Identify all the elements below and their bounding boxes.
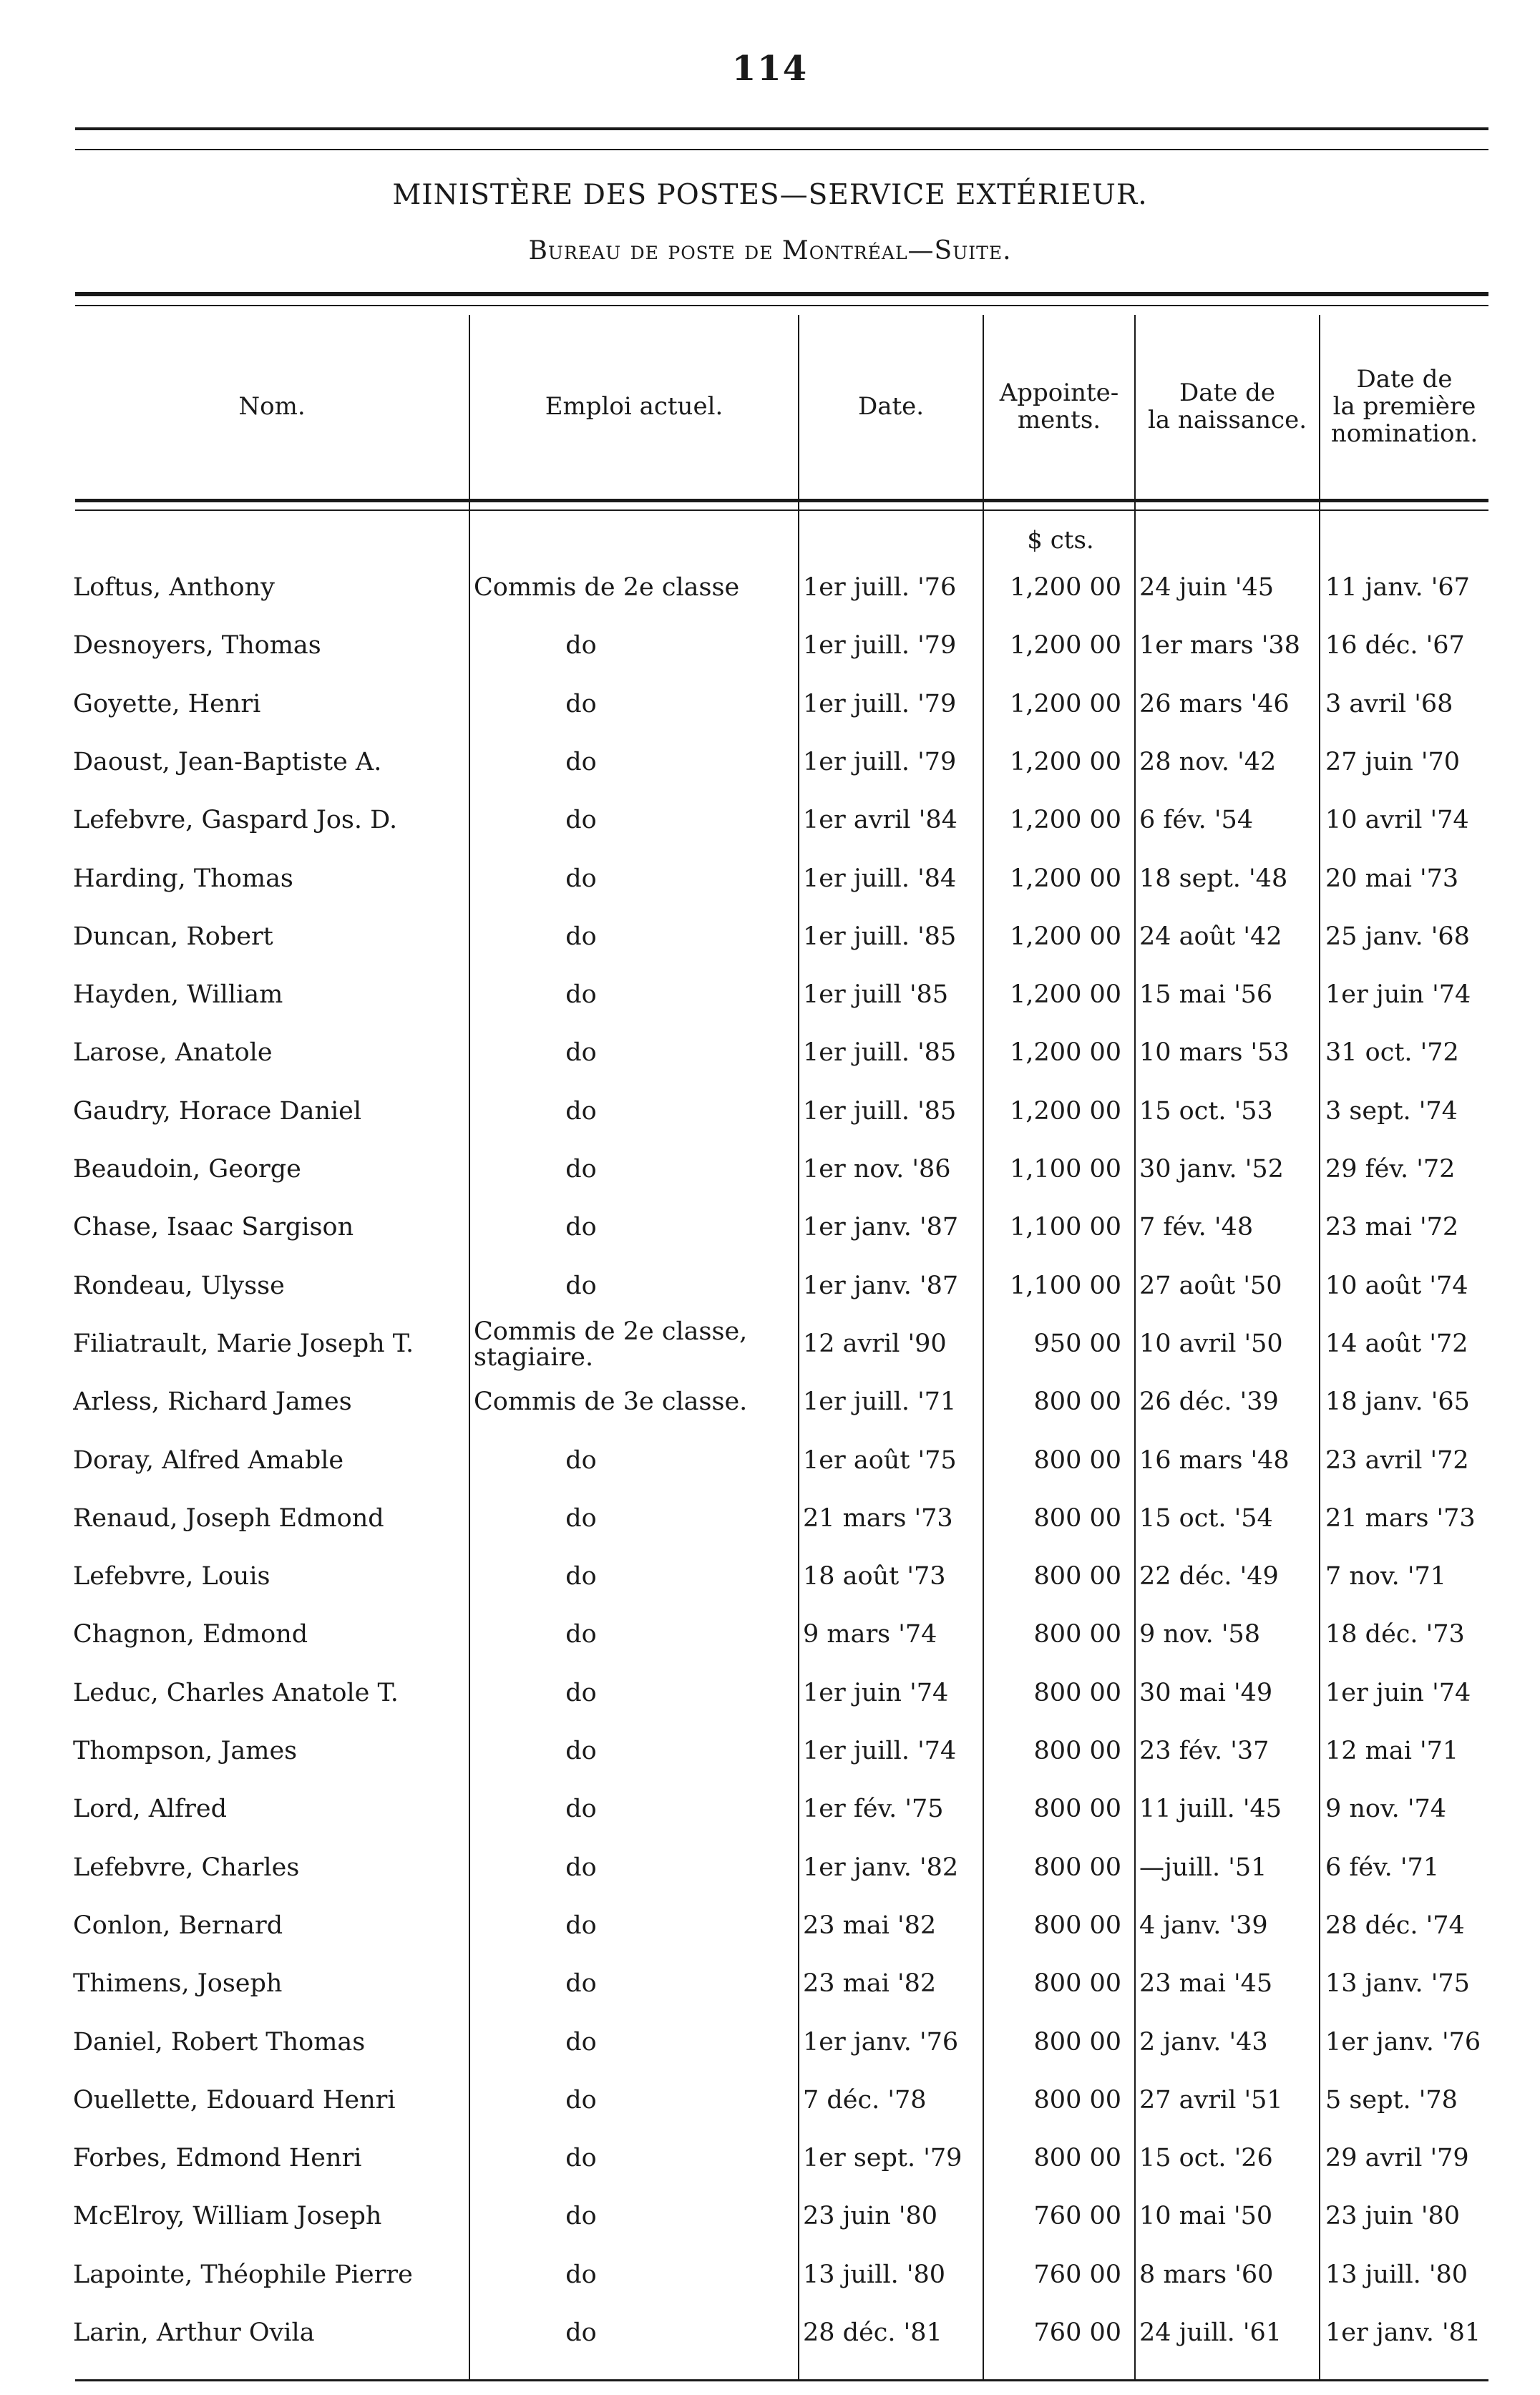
cell-appointements: 800 00: [1033, 1853, 1121, 1882]
cell-nom: Ouellette, Edouard Henri: [73, 2085, 396, 2114]
cell-naissance: 15 oct. '54: [1139, 1503, 1273, 1533]
cell-nom: Harding, Thomas: [73, 864, 293, 893]
cell-nom: Lefebvre, Gaspard Jos. D.: [73, 806, 398, 835]
table-row: [0, 558, 1540, 617]
page-subtitle: Bureau de poste de Montréal—Suite.: [528, 236, 1012, 265]
cell-date: 1er janv. '87: [803, 1271, 959, 1300]
table-row: [0, 2187, 1540, 2245]
top-rule-thick: [75, 127, 1488, 130]
top-rule-thin: [75, 149, 1488, 150]
cell-appointements: 1,200 00: [1010, 806, 1121, 835]
cell-appointements: 1,100 00: [1010, 1213, 1121, 1242]
cell-date: 23 mai '82: [803, 1911, 937, 1940]
cell-naissance: 27 août '50: [1139, 1271, 1282, 1300]
cell-date: 1er juill. '74: [803, 1737, 957, 1765]
cell-premiere-nomination: 1er juin '74: [1325, 1678, 1471, 1707]
cell-appointements: 1,200 00: [1010, 573, 1121, 602]
cell-appointements: 800 00: [1033, 1969, 1121, 1999]
cell-naissance: —juill. '51: [1139, 1853, 1267, 1882]
cell-appointements: 800 00: [1033, 1678, 1121, 1707]
table-row: [0, 2129, 1540, 2187]
currency-units: $ cts.: [1027, 526, 1094, 555]
cell-appointements: 800 00: [1033, 1387, 1121, 1417]
cell-premiere-nomination: 6 fév. '71: [1325, 1853, 1440, 1882]
cell-premiere-nomination: 1er janv. '76: [1325, 2027, 1481, 2057]
cell-nom: Thimens, Joseph: [73, 1969, 283, 1999]
cell-premiere-nomination: 7 nov. '71: [1325, 1562, 1447, 1591]
table-row: [0, 1547, 1540, 1606]
cell-premiere-nomination: 13 janv. '75: [1325, 1969, 1470, 1999]
cell-premiere-nomination: 16 déc. '67: [1325, 631, 1465, 660]
cell-nom: Desnoyers, Thomas: [73, 631, 321, 660]
header-appointements: [984, 315, 1134, 497]
header-naissance-line-2: la naissance.: [1147, 405, 1307, 434]
cell-naissance: 30 mai '49: [1139, 1678, 1273, 1707]
cell-emploi: do: [565, 1969, 597, 1999]
cell-date: 7 déc. '78: [803, 2085, 927, 2114]
page-number: 114: [731, 49, 809, 89]
header-premiere-line-1: Date de: [1356, 364, 1453, 394]
cell-premiere-nomination: 25 janv. '68: [1325, 922, 1470, 951]
cell-emploi: do: [565, 1620, 597, 1649]
cell-date: 1er juill. '85: [803, 1038, 957, 1068]
header-emploi-label: Emploi actuel.: [545, 391, 723, 421]
table-row: [0, 791, 1540, 849]
cell-emploi: do: [565, 1503, 597, 1533]
cell-appointements: 800 00: [1033, 2027, 1121, 2057]
cell-naissance: 23 mai '45: [1139, 1969, 1273, 1999]
cell-appointements: 1,100 00: [1010, 1155, 1121, 1184]
cell-emploi: do: [565, 1562, 597, 1591]
table-row: [0, 2245, 1540, 2304]
cell-nom: Thompson, James: [73, 1737, 298, 1765]
cell-emploi: do: [565, 1737, 597, 1765]
cell-naissance: 24 août '42: [1139, 922, 1282, 951]
cell-premiere-nomination: 29 avril '79: [1325, 2144, 1469, 2173]
table-top-rule-thick: [75, 292, 1488, 296]
cell-naissance: 11 juill. '45: [1139, 1795, 1282, 1824]
cell-date: 1er janv. '87: [803, 1213, 959, 1242]
cell-naissance: 10 mai '50: [1139, 2202, 1273, 2231]
cell-emploi: Commis de 2e classe, stagiaire.: [474, 1317, 748, 1372]
cell-emploi: do: [565, 1795, 597, 1824]
header-naissance: [1136, 315, 1319, 497]
table-row: [0, 1664, 1540, 1722]
cell-appointements: 800 00: [1033, 1911, 1121, 1940]
cell-nom: Chagnon, Edmond: [73, 1620, 308, 1649]
header-bottom-rule-thin: [75, 509, 1488, 511]
cell-emploi: do: [565, 1271, 597, 1300]
cell-nom: Lefebvre, Charles: [73, 1853, 300, 1882]
cell-premiere-nomination: 18 janv. '65: [1325, 1387, 1470, 1417]
cell-naissance: 9 nov. '58: [1139, 1620, 1261, 1649]
cell-appointements: 800 00: [1033, 2085, 1121, 2114]
header-naissance-line-1: Date de: [1179, 378, 1275, 407]
cell-premiere-nomination: 5 sept. '78: [1325, 2085, 1458, 2114]
cell-appointements: 800 00: [1033, 1445, 1121, 1475]
table-row: [0, 849, 1540, 908]
cell-naissance: 10 mars '53: [1139, 1038, 1290, 1068]
table-row: [0, 1431, 1540, 1490]
page-title: MINISTÈRE DES POSTES—SERVICE EXTÉRIEUR.: [392, 179, 1148, 211]
cell-date: 1er juin '74: [803, 1678, 949, 1707]
table-row: [0, 2303, 1540, 2362]
cell-date: 1er avril '84: [803, 806, 957, 835]
header-premiere-label: [1320, 366, 1488, 447]
header-naissance-label: [1136, 379, 1319, 434]
cell-date: 21 mars '73: [803, 1503, 953, 1533]
cell-date: 1er juill. '84: [803, 864, 957, 893]
cell-emploi: do: [565, 631, 597, 660]
header-bottom-rule-thick: [75, 499, 1488, 502]
cell-date: 9 mars '74: [803, 1620, 937, 1649]
table-row: [0, 1954, 1540, 2013]
cell-emploi: do: [565, 747, 597, 776]
cell-appointements: 800 00: [1033, 1503, 1121, 1533]
cell-date: 1er janv. '76: [803, 2027, 959, 2057]
cell-nom: Duncan, Robert: [73, 922, 273, 951]
cell-emploi: do: [565, 1155, 597, 1184]
cell-date: 1er janv. '82: [803, 1853, 959, 1882]
cell-nom: Forbes, Edmond Henri: [73, 2144, 362, 2173]
cell-date: 23 mai '82: [803, 1969, 937, 1999]
cell-premiere-nomination: 23 juin '80: [1325, 2202, 1461, 2231]
cell-nom: Conlon, Bernard: [73, 1911, 283, 1940]
cell-nom: Hayden, William: [73, 980, 283, 1010]
table-row: [0, 1780, 1540, 1838]
table-row: [0, 1140, 1540, 1199]
cell-date: 1er juill. '71: [803, 1387, 957, 1417]
cell-naissance: 22 déc. '49: [1139, 1562, 1279, 1591]
cell-naissance: 4 janv. '39: [1139, 1911, 1268, 1940]
cell-emploi: do: [565, 1096, 597, 1126]
cell-premiere-nomination: 10 avril '74: [1325, 806, 1469, 835]
cell-date: 1er fév. '75: [803, 1795, 944, 1824]
table-top-rule-thin: [75, 305, 1488, 306]
cell-nom: Loftus, Anthony: [73, 573, 275, 602]
cell-nom: Renaud, Joseph Edmond: [73, 1503, 384, 1533]
cell-nom: Beaudoin, George: [73, 1155, 301, 1184]
cell-emploi: do: [565, 2202, 597, 2231]
cell-nom: Filiatrault, Marie Joseph T.: [73, 1329, 414, 1358]
cell-date: 1er juill '85: [803, 980, 949, 1010]
cell-date: 18 août '73: [803, 1562, 946, 1591]
header-premiere: [1320, 315, 1488, 497]
header-appointements-label: [984, 379, 1134, 434]
cell-premiere-nomination: 3 sept. '74: [1325, 1096, 1458, 1126]
cell-premiere-nomination: 18 déc. '73: [1325, 1620, 1465, 1649]
cell-nom: Larose, Anatole: [73, 1038, 273, 1068]
table-row: [0, 1372, 1540, 1431]
cell-emploi: do: [565, 1445, 597, 1475]
cell-appointements: 950 00: [1033, 1329, 1121, 1358]
cell-appointements: 760 00: [1033, 2318, 1121, 2347]
cell-premiere-nomination: 3 avril '68: [1325, 689, 1453, 718]
cell-naissance: 15 oct. '53: [1139, 1096, 1273, 1126]
cell-naissance: 23 fév. '37: [1139, 1737, 1269, 1765]
cell-nom: Rondeau, Ulysse: [73, 1271, 285, 1300]
cell-naissance: 27 avril '51: [1139, 2085, 1283, 2114]
cell-naissance: 24 juill. '61: [1139, 2318, 1282, 2347]
cell-naissance: 2 janv. '43: [1139, 2027, 1268, 2057]
cell-premiere-nomination: 28 déc. '74: [1325, 1911, 1465, 1940]
cell-appointements: 1,200 00: [1010, 631, 1121, 660]
cell-emploi: do: [565, 864, 597, 893]
cell-naissance: 6 fév. '54: [1139, 806, 1254, 835]
cell-nom: Daoust, Jean-Baptiste A.: [73, 747, 382, 776]
cell-appointements: 1,200 00: [1010, 747, 1121, 776]
cell-emploi: do: [565, 1678, 597, 1707]
cell-premiere-nomination: 9 nov. '74: [1325, 1795, 1447, 1824]
cell-emploi: do: [565, 1911, 597, 1940]
cell-appointements: 1,100 00: [1010, 1271, 1121, 1300]
header-appointements-line-1: Appointe-: [999, 378, 1119, 407]
cell-date: 1er sept. '79: [803, 2144, 962, 2173]
cell-nom: Gaudry, Horace Daniel: [73, 1096, 362, 1126]
cell-emploi: do: [565, 922, 597, 951]
cell-naissance: 28 nov. '42: [1139, 747, 1277, 776]
cell-appointements: 800 00: [1033, 1562, 1121, 1591]
table-row: [0, 907, 1540, 966]
cell-premiere-nomination: 13 juill. '80: [1325, 2260, 1468, 2289]
cell-appointements: 1,200 00: [1010, 864, 1121, 893]
cell-appointements: 1,200 00: [1010, 689, 1121, 718]
cell-emploi: do: [565, 2144, 597, 2173]
cell-nom: Goyette, Henri: [73, 689, 261, 718]
cell-date: 1er nov. '86: [803, 1155, 951, 1184]
cell-appointements: 800 00: [1033, 1620, 1121, 1649]
cell-date: 1er juill. '76: [803, 573, 957, 602]
table-row: [0, 1257, 1540, 1315]
cell-naissance: 26 déc. '39: [1139, 1387, 1279, 1417]
cell-date: 28 déc. '81: [803, 2318, 942, 2347]
cell-emploi: do: [565, 1853, 597, 1882]
cell-emploi: do: [565, 1213, 597, 1242]
cell-emploi: do: [565, 1038, 597, 1068]
cell-appointements: 1,200 00: [1010, 1038, 1121, 1068]
cell-naissance: 16 mars '48: [1139, 1445, 1290, 1475]
cell-date: 23 juin '80: [803, 2202, 938, 2231]
cell-emploi: do: [565, 806, 597, 835]
table-row: [0, 1838, 1540, 1897]
table-row: [0, 1722, 1540, 1780]
cell-date: 1er juill. '79: [803, 689, 957, 718]
cell-premiere-nomination: 11 janv. '67: [1325, 573, 1470, 602]
table-row: [0, 1082, 1540, 1141]
table-row: [0, 1489, 1540, 1548]
cell-date: 1er juill. '79: [803, 747, 957, 776]
cell-naissance: 7 fév. '48: [1139, 1213, 1254, 1242]
cell-nom: Doray, Alfred Amable: [73, 1445, 344, 1475]
cell-emploi: do: [565, 2085, 597, 2114]
cell-appointements: 760 00: [1033, 2260, 1121, 2289]
cell-appointements: 800 00: [1033, 2144, 1121, 2173]
cell-naissance: 15 oct. '26: [1139, 2144, 1273, 2173]
cell-nom: McElroy, William Joseph: [73, 2202, 382, 2231]
header-emploi: [470, 315, 798, 497]
cell-naissance: 1er mars '38: [1139, 631, 1300, 660]
cell-nom: Lord, Alfred: [73, 1795, 227, 1824]
cell-appointements: 760 00: [1033, 2202, 1121, 2231]
table-row: [0, 1896, 1540, 1955]
cell-naissance: 24 juin '45: [1139, 573, 1275, 602]
cell-emploi: do: [565, 2318, 597, 2347]
cell-premiere-nomination: 1er janv. '81: [1325, 2318, 1481, 2347]
cell-nom: Lefebvre, Louis: [73, 1562, 271, 1591]
cell-nom: Daniel, Robert Thomas: [73, 2027, 366, 2057]
cell-premiere-nomination: 14 août '72: [1325, 1329, 1468, 1358]
cell-emploi: do: [565, 2260, 597, 2289]
header-premiere-line-2: la première: [1332, 391, 1476, 421]
cell-nom: Arless, Richard James: [73, 1387, 352, 1417]
cell-premiere-nomination: 10 août '74: [1325, 1271, 1468, 1300]
header-date: [799, 315, 983, 497]
table-row: [0, 1023, 1540, 1082]
cell-naissance: 15 mai '56: [1139, 980, 1273, 1010]
header-nom: [75, 315, 469, 497]
cell-appointements: 800 00: [1033, 1737, 1121, 1765]
cell-date: 1er août '75: [803, 1445, 957, 1475]
cell-premiere-nomination: 31 oct. '72: [1325, 1038, 1459, 1068]
cell-nom: Lapointe, Théophile Pierre: [73, 2260, 413, 2289]
table-row: [0, 965, 1540, 1024]
cell-date: 1er juill. '85: [803, 922, 957, 951]
cell-emploi: do: [565, 2027, 597, 2057]
table-bottom-rule: [75, 2379, 1488, 2381]
cell-premiere-nomination: 20 mai '73: [1325, 864, 1459, 893]
header-premiere-line-3: nomination.: [1330, 419, 1478, 448]
cell-emploi: Commis de 2e classe: [474, 573, 740, 602]
cell-nom: Chase, Isaac Sargison: [73, 1213, 354, 1242]
cell-naissance: 18 sept. '48: [1139, 864, 1288, 893]
table-row: [0, 1605, 1540, 1664]
cell-nom: Larin, Arthur Ovila: [73, 2318, 315, 2347]
cell-appointements: 1,200 00: [1010, 980, 1121, 1010]
cell-emploi: Commis de 3e classe.: [474, 1387, 748, 1417]
table-row: [0, 1314, 1540, 1373]
table-row: [0, 2013, 1540, 2072]
cell-date: 1er juill. '85: [803, 1096, 957, 1126]
cell-premiere-nomination: 27 juin '70: [1325, 747, 1461, 776]
cell-premiere-nomination: 21 mars '73: [1325, 1503, 1476, 1533]
cell-date: 13 juill. '80: [803, 2260, 946, 2289]
cell-premiere-nomination: 29 fév. '72: [1325, 1155, 1456, 1184]
cell-nom: Leduc, Charles Anatole T.: [73, 1678, 399, 1707]
cell-naissance: 8 mars '60: [1139, 2260, 1274, 2289]
cell-emploi: do: [565, 980, 597, 1010]
cell-naissance: 30 janv. '52: [1139, 1155, 1284, 1184]
cell-premiere-nomination: 1er juin '74: [1325, 980, 1471, 1010]
header-appointements-line-2: ments.: [1017, 405, 1101, 434]
cell-naissance: 26 mars '46: [1139, 689, 1290, 718]
cell-premiere-nomination: 12 mai '71: [1325, 1737, 1459, 1765]
table-row: [0, 2071, 1540, 2130]
cell-premiere-nomination: 23 avril '72: [1325, 1445, 1469, 1475]
cell-date: 12 avril '90: [803, 1329, 947, 1358]
table-row: [0, 733, 1540, 791]
cell-emploi: do: [565, 689, 597, 718]
cell-date: 1er juill. '79: [803, 631, 957, 660]
cell-appointements: 1,200 00: [1010, 922, 1121, 951]
cell-naissance: 10 avril '50: [1139, 1329, 1283, 1358]
header-nom-label: Nom.: [238, 391, 306, 421]
table-row: [0, 1198, 1540, 1257]
cell-appointements: 1,200 00: [1010, 1096, 1121, 1126]
cell-premiere-nomination: 23 mai '72: [1325, 1213, 1459, 1242]
header-date-label: Date.: [857, 391, 925, 421]
table-row: [0, 675, 1540, 733]
table-row: [0, 616, 1540, 675]
cell-appointements: 800 00: [1033, 1795, 1121, 1824]
